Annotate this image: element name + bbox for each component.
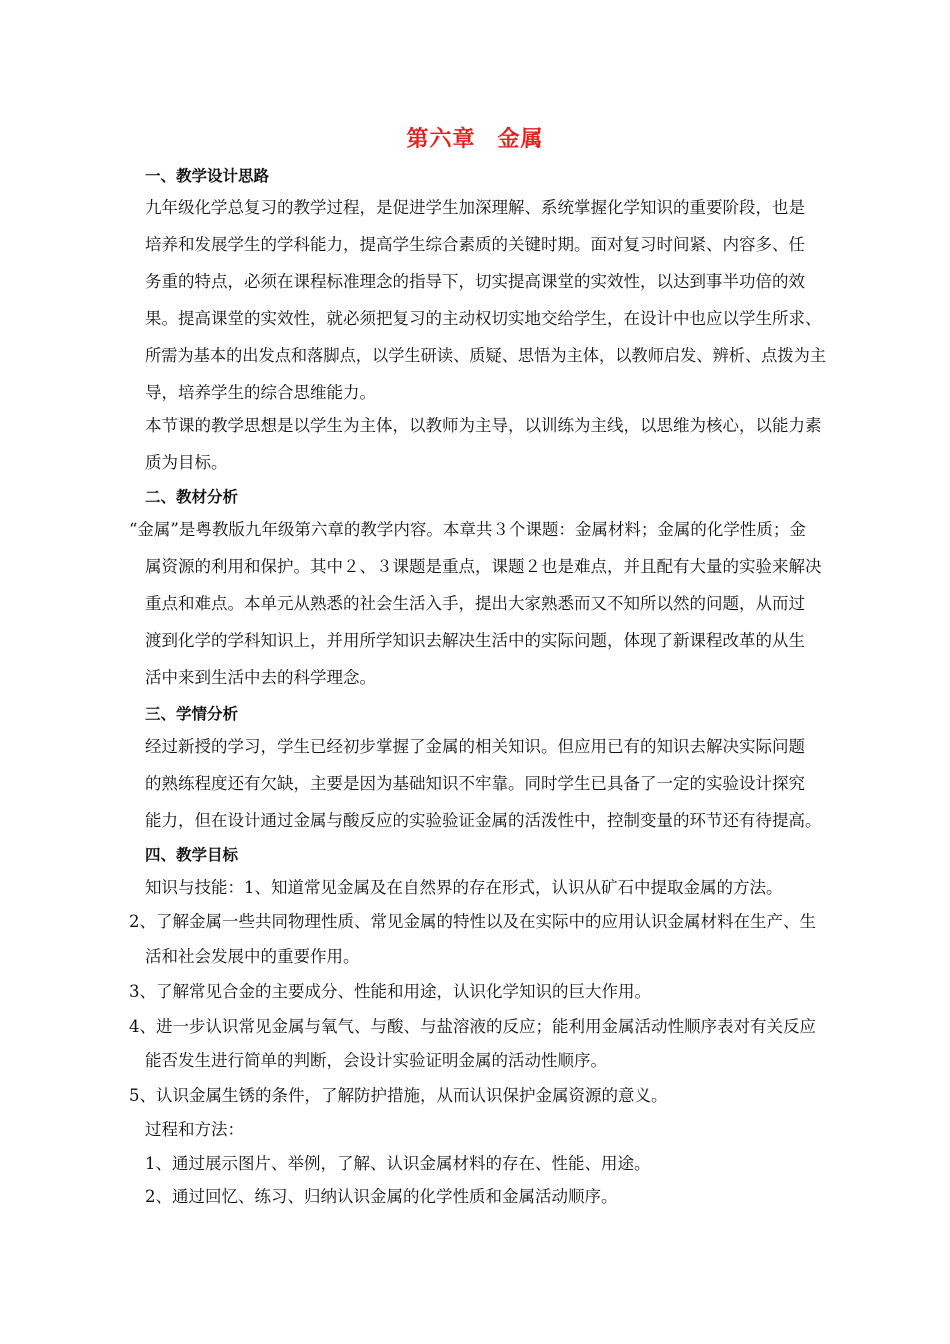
title-topic: 金属 (497, 126, 544, 152)
paragraph-line: “金属”是粤教版九年级第六章的教学内容。本章共３个课题：金属材料；金属的化学性质；金 (129, 520, 806, 539)
paragraph-line: 过程和方法： (145, 1120, 244, 1139)
paragraph-line: 2、了解金属一些共同物理性质、常见金属的特性以及在实际中的应用认识金属材料在生产、生 (129, 912, 816, 931)
paragraph-line: 活中来到生活中去的科学理念。 (145, 668, 376, 687)
paragraph-line: 所需为基本的出发点和落脚点，以学生研读、质疑、思悟为主体，以教师启发、辨析、点拨为主 (145, 346, 827, 365)
section-heading-goals: 四、教学目标 (145, 846, 239, 864)
paragraph-line: 3、了解常见合金的主要成分、性能和用途，认识化学知识的巨大作用。 (129, 982, 651, 1001)
section-heading-design: 一、教学设计思路 (145, 167, 270, 185)
section-heading-learners: 三、学情分析 (145, 705, 239, 723)
page-title (0, 122, 950, 153)
paragraph-line: 2、通过回忆、练习、归纳认识金属的化学性质和金属活动顺序。 (145, 1187, 618, 1206)
paragraph-line: 本节课的教学思想是以学生为主体，以教师为主导，以训练为主线，以思维为核心，以能力素 (145, 416, 822, 435)
paragraph-line: 渡到化学的学科知识上，并用所学知识去解决生活中的实际问题，体现了新课程改革的从生 (145, 631, 805, 650)
paragraph-line: 培养和发展学生的学科能力，提高学生综合素质的关键时期。面对复习时间紧、内容多、任 (145, 235, 805, 254)
paragraph-line: 果。提高课堂的实效性，就必须把复习的主动权切实地交给学生，在设计中也应以学生所求、 (145, 309, 822, 328)
paragraph-line: 能力，但在设计通过金属与酸反应的实验验证金属的活泼性中，控制变量的环节还有待提高。 (145, 811, 822, 830)
paragraph-line: 质为目标。 (145, 453, 228, 472)
paragraph-line: 知识与技能：1、知道常见金属及在自然界的存在形式，认识从矿石中提取金属的方法。 (145, 878, 783, 897)
paragraph-line: 4、进一步认识常见金属与氧气、与酸、与盐溶液的反应；能利用金属活动性顺序表对有关反应 (129, 1017, 816, 1036)
paragraph-line: 1、通过展示图片、举例，了解、认识金属材料的存在、性能、用途。 (145, 1154, 651, 1173)
paragraph-line: 务重的特点，必须在课程标准理念的指导下，切实提高课堂的实效性，以达到事半功倍的效 (145, 272, 805, 291)
paragraph-line: 能否发生进行简单的判断，会设计实验证明金属的活动性顺序。 (145, 1051, 607, 1070)
section-heading-materials: 二、教材分析 (145, 488, 239, 506)
paragraph-line: 经过新授的学习，学生已经初步掌握了金属的相关知识。但应用已有的知识去解决实际问题 (145, 737, 805, 756)
paragraph-line: 5、认识金属生锈的条件，了解防护措施，从而认识保护金属资源的意义。 (129, 1086, 668, 1105)
paragraph-line: 九年级化学总复习的教学过程，是促进学生加深理解、系统掌握化学知识的重要阶段，也是 (145, 198, 805, 217)
paragraph-line: 重点和难点。本单元从熟悉的社会生活入手，提出大家熟悉而又不知所以然的问题，从而过 (145, 594, 805, 613)
paragraph-line: 导，培养学生的综合思维能力。 (145, 383, 376, 402)
title-chapter: 第六章 (406, 126, 476, 152)
paragraph-line: 活和社会发展中的重要作用。 (145, 947, 360, 966)
paragraph-line: 属资源的利用和保护。其中２、３课题是重点，课题２也是难点，并且配有大量的实验来解决 (145, 557, 822, 576)
paragraph-line: 的熟练程度还有欠缺，主要是因为基础知识不牢靠。同时学生已具备了一定的实验设计探究 (145, 774, 805, 793)
